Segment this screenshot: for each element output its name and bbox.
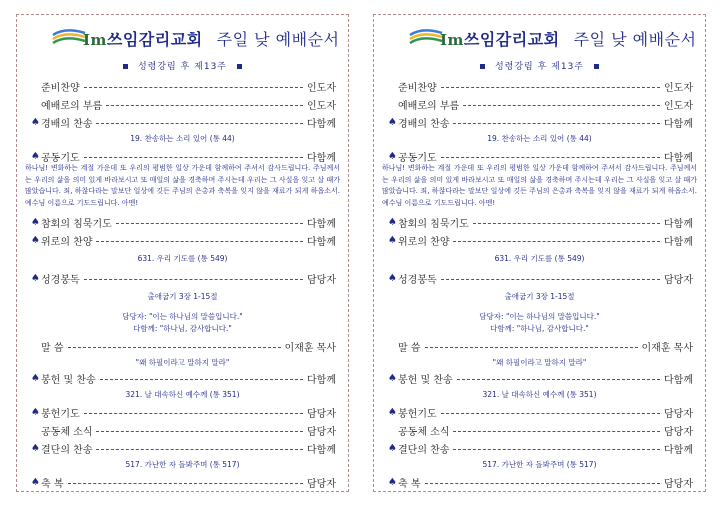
item-leader: 다함께 xyxy=(307,118,336,130)
service-title: 주일 낮 예배순서 xyxy=(216,30,340,49)
item-label: 성경봉독 xyxy=(41,274,80,286)
item-leader: 인도자 xyxy=(664,82,693,94)
item-leader: 인도자 xyxy=(664,100,693,112)
spade-icon: ♠ xyxy=(388,476,397,488)
item-leader: 담당자 xyxy=(664,426,693,438)
week-subtitle xyxy=(374,59,705,72)
item-leader: 다함께 xyxy=(664,374,693,386)
reading-passage: 출애굽기 3장 1-15절 xyxy=(504,292,575,301)
spade-icon: ♠ xyxy=(388,372,397,384)
spade-icon: ♠ xyxy=(31,476,40,488)
item-leader: 담당자 xyxy=(307,426,336,438)
hymn2-note: 631. 우리 기도를 (통 549) xyxy=(494,254,585,263)
service-title: 주일 낮 예배순서 xyxy=(573,30,697,49)
order-item-confession xyxy=(31,215,336,229)
item-label: 예배로의 부름 xyxy=(398,100,460,112)
item-label: 경배의 찬송 xyxy=(41,118,93,130)
week-subtitle xyxy=(17,59,348,72)
item-label: 참회의 침묵기도 xyxy=(41,218,112,230)
bulletin-header xyxy=(374,21,705,51)
item-leader: 담당자 xyxy=(307,274,336,286)
bulletin-panel-right xyxy=(373,14,706,492)
spade-icon: ♠ xyxy=(388,150,397,162)
item-label: 공동기도 xyxy=(41,152,80,164)
item-label: 공동체 소식 xyxy=(398,426,450,438)
item-leader: 다함께 xyxy=(664,118,693,130)
item-label: 공동체 소식 xyxy=(41,426,93,438)
spade-icon: ♠ xyxy=(388,234,397,246)
week-label: 성령강림 후 제13주 xyxy=(494,62,585,72)
order-item-offering-prayer xyxy=(388,405,693,419)
order-item-call xyxy=(31,97,336,111)
order-item-offering-prayer xyxy=(31,405,336,419)
square-bullet-icon xyxy=(594,64,599,69)
spade-icon: ♠ xyxy=(31,116,40,128)
order-item-sermon xyxy=(31,339,336,353)
bulletin-header xyxy=(17,21,348,51)
spade-icon: ♠ xyxy=(31,406,40,418)
item-leader: 다함께 xyxy=(307,444,336,456)
item-leader: 담당자 xyxy=(307,408,336,420)
hymn3-note: 517. 가난한 자 돌봐주며 (통 517) xyxy=(482,460,597,469)
order-item-prayer xyxy=(388,149,693,163)
spade-icon: ♠ xyxy=(388,406,397,418)
item-label: 성경봉독 xyxy=(398,274,437,286)
hymn2-note: 631. 우리 기도를 (통 549) xyxy=(137,254,228,263)
church-title xyxy=(83,27,340,50)
order-item-offering xyxy=(388,371,693,385)
item-leader: 다함께 xyxy=(664,152,693,164)
order-item-announcements xyxy=(31,423,336,437)
square-bullet-icon xyxy=(480,64,485,69)
spade-icon: ♠ xyxy=(31,442,40,454)
item-leader: 다함께 xyxy=(664,218,693,230)
order-item-hymn1 xyxy=(31,115,336,129)
item-label: 축 복 xyxy=(41,478,64,490)
sermon-title: "왜 하필이라고 말하지 말라" xyxy=(135,358,230,367)
spade-icon: ♠ xyxy=(388,116,397,128)
hymn1-note: 19. 찬송하는 소리 있어 (통 44) xyxy=(487,134,592,143)
sermon-title: "왜 하필이라고 말하지 말라" xyxy=(492,358,587,367)
reading-passage: 출애굽기 3장 1-15절 xyxy=(147,292,218,301)
item-label: 예배로의 부름 xyxy=(41,100,103,112)
item-label: 봉헌기도 xyxy=(398,408,437,420)
spade-icon: ♠ xyxy=(31,216,40,228)
prayer-text: 하나님! 변화하는 계절 가운데 또 우리의 평범한 일상 가운데 함께하여 주셔서 감사드립니다. 주님께서는 우리의 삶을 의미 있게 바라보시고 또 매일의 삶을 경축하며 주시는데 우리는 그 사실을 잊고 살 때가 많았습니다. 죄, 하찮다라는 말보단 일상에 깃든 주님의 은총과 축복을 잊지 않을 재료가 되게 하옵소서. 예수님 이름으로 기도드립니다. 아멘! xyxy=(25,164,340,207)
bulletin-panel-left xyxy=(16,14,349,492)
week-label: 성령강림 후 제13주 xyxy=(137,62,228,72)
offering-note: 321. 날 대속하신 예수께 (통 351) xyxy=(482,390,597,399)
item-label: 공동기도 xyxy=(398,152,437,164)
order-item-hymn3 xyxy=(31,441,336,455)
order-item-prayer xyxy=(31,149,336,163)
church-name: 쓰임감리교회 xyxy=(106,30,203,49)
reading-response-leader: 담당자: "이는 하나님의 말씀입니다." xyxy=(479,312,600,321)
church-title xyxy=(440,27,697,50)
item-label: 위로의 찬양 xyxy=(41,236,93,248)
item-leader: 이재훈 목사 xyxy=(284,342,336,354)
item-leader: 다함께 xyxy=(664,444,693,456)
hymn1-note: 19. 찬송하는 소리 있어 (통 44) xyxy=(130,134,235,143)
order-item-call xyxy=(388,97,693,111)
item-label: 준비찬양 xyxy=(398,82,437,94)
order-item-hymn2 xyxy=(388,233,693,247)
item-label: 경배의 찬송 xyxy=(398,118,450,130)
item-label: 말 씀 xyxy=(41,342,64,354)
item-leader: 담당자 xyxy=(307,478,336,490)
item-label: 말 씀 xyxy=(398,342,421,354)
item-label: 봉헌 및 찬송 xyxy=(398,374,453,386)
item-leader: 담당자 xyxy=(664,274,693,286)
spade-icon: ♠ xyxy=(31,150,40,162)
logo-text: Im xyxy=(440,31,464,49)
item-leader: 인도자 xyxy=(307,100,336,112)
spade-icon: ♠ xyxy=(31,372,40,384)
order-item-benediction xyxy=(31,475,336,489)
order-item-offering xyxy=(31,371,336,385)
item-leader: 담당자 xyxy=(664,478,693,490)
item-leader: 이재훈 목사 xyxy=(641,342,693,354)
order-item-confession xyxy=(388,215,693,229)
item-label: 참회의 침묵기도 xyxy=(398,218,469,230)
order-item-hymn1 xyxy=(388,115,693,129)
order-item-hymn2 xyxy=(31,233,336,247)
item-label: 축 복 xyxy=(398,478,421,490)
church-logo-icon xyxy=(51,25,87,47)
item-label: 결단의 찬송 xyxy=(398,444,450,456)
spade-icon: ♠ xyxy=(31,234,40,246)
spade-icon: ♠ xyxy=(388,216,397,228)
spade-icon: ♠ xyxy=(388,442,397,454)
reading-response-leader: 담당자: "이는 하나님의 말씀입니다." xyxy=(122,312,243,321)
item-leader: 다함께 xyxy=(307,218,336,230)
reading-response-all: 다함께: "하나님, 감사합니다." xyxy=(133,324,232,333)
item-leader: 다함께 xyxy=(307,152,336,164)
church-name: 쓰임감리교회 xyxy=(463,30,560,49)
spade-icon: ♠ xyxy=(388,272,397,284)
order-item-hymn3 xyxy=(388,441,693,455)
order-item-benediction xyxy=(388,475,693,489)
offering-note: 321. 날 대속하신 예수께 (통 351) xyxy=(125,390,240,399)
prayer-text: 하나님! 변화하는 계절 가운데 또 우리의 평범한 일상 가운데 함께하여 주셔서 감사드립니다. 주님께서는 우리의 삶을 의미 있게 바라보시고 또 매일의 삶을 경축하며 주시는데 우리는 그 사실을 잊고 살 때가 많았습니다. 죄, 하찮다라는 말보단 일상에 깃든 주님의 은총과 축복을 잊지 않을 재료가 되게 하옵소서. 예수님 이름으로 기도드립니다. 아멘! xyxy=(382,164,697,207)
reading-response-all: 다함께: "하나님, 감사합니다." xyxy=(490,324,589,333)
order-item-sermon xyxy=(388,339,693,353)
order-item-announcements xyxy=(388,423,693,437)
order-item-reading xyxy=(31,271,336,285)
order-item-prelude xyxy=(388,79,693,93)
item-label: 준비찬양 xyxy=(41,82,80,94)
square-bullet-icon xyxy=(123,64,128,69)
item-label: 봉헌기도 xyxy=(41,408,80,420)
item-label: 결단의 찬송 xyxy=(41,444,93,456)
item-leader: 다함께 xyxy=(307,236,336,248)
square-bullet-icon xyxy=(237,64,242,69)
logo-text: Im xyxy=(83,31,107,49)
order-item-reading xyxy=(388,271,693,285)
item-leader: 담당자 xyxy=(664,408,693,420)
item-leader: 인도자 xyxy=(307,82,336,94)
church-logo-icon xyxy=(408,25,444,47)
hymn3-note: 517. 가난한 자 돌봐주며 (통 517) xyxy=(125,460,240,469)
item-leader: 다함께 xyxy=(664,236,693,248)
item-label: 봉헌 및 찬송 xyxy=(41,374,96,386)
item-leader: 다함께 xyxy=(307,374,336,386)
order-item-prelude xyxy=(31,79,336,93)
spade-icon: ♠ xyxy=(31,272,40,284)
item-label: 위로의 찬양 xyxy=(398,236,450,248)
